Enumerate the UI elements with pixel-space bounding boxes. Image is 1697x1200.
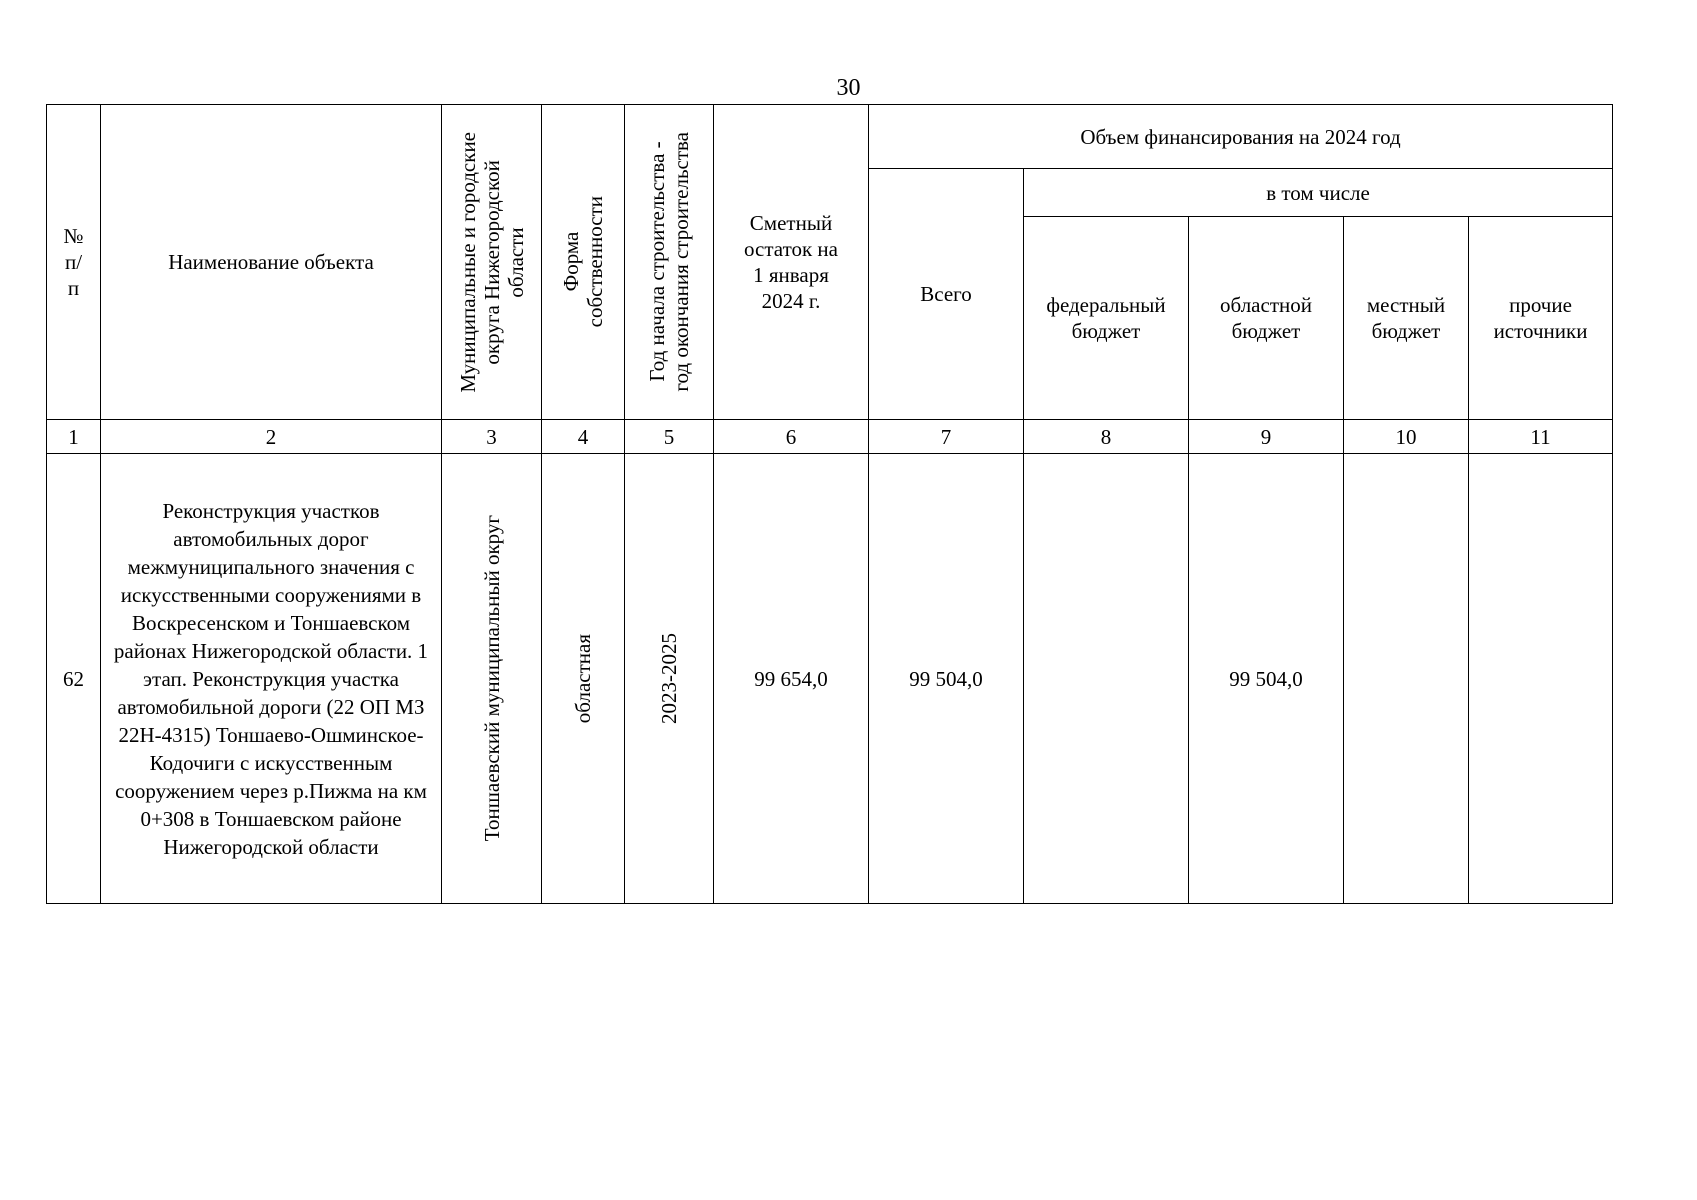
header-federal: федеральный бюджет [1024, 217, 1189, 420]
column-number: 6 [714, 420, 869, 454]
row-ownership: областная [571, 633, 595, 724]
header-municipal-cell [442, 105, 542, 420]
row-ownership-cell [542, 454, 625, 904]
header-estimate: Сметный остаток на 1 января 2024 г. [714, 105, 869, 420]
column-number: 11 [1469, 420, 1613, 454]
column-number: 4 [542, 420, 625, 454]
column-number: 1 [47, 420, 101, 454]
header-including: в том числе [1024, 169, 1613, 217]
header-regional: областной бюджет [1189, 217, 1344, 420]
row-years-cell [625, 454, 714, 904]
row-years: 2023-2025 [657, 633, 681, 724]
header-financing: Объем финансирования на 2024 год [869, 105, 1613, 169]
header-other: прочие источники [1469, 217, 1613, 420]
table-row [47, 454, 1613, 904]
row-total: 99 504,0 [869, 454, 1024, 904]
row-no: 62 [47, 454, 101, 904]
row-local [1344, 454, 1469, 904]
row-federal [1024, 454, 1189, 904]
page-number: 30 [836, 75, 861, 101]
header-ownership: Форма собственности [559, 196, 607, 328]
row-municipal-cell [442, 454, 542, 904]
header-no: № п/ п [47, 105, 101, 420]
column-number-row [47, 420, 1613, 454]
column-number: 3 [442, 420, 542, 454]
header-total: Всего [869, 169, 1024, 420]
header-local: местный бюджет [1344, 217, 1469, 420]
header-years: Год начала строительства - год окончания строительства [645, 132, 693, 392]
row-estimate: 99 654,0 [714, 454, 869, 904]
header-ownership-cell [542, 105, 625, 420]
column-number: 2 [101, 420, 442, 454]
column-number: 8 [1024, 420, 1189, 454]
column-number: 7 [869, 420, 1024, 454]
row-other [1469, 454, 1613, 904]
header-years-cell [625, 105, 714, 420]
column-number: 10 [1344, 420, 1469, 454]
row-regional: 99 504,0 [1189, 454, 1344, 904]
header-municipal: Муниципальные и городские округа Нижегородской области [455, 131, 528, 393]
column-number: 9 [1189, 420, 1344, 454]
row-municipal: Тоншаевский муниципальный округ [479, 515, 504, 842]
header-name: Наименование объекта [101, 105, 442, 420]
financing-table [46, 104, 1613, 904]
row-object-name: Реконструкция участков автомобильных дорог межмуниципального значения с искусственными сооружениями в Воскресенском и Тоншаевском районах Нижегородской области. 1 этап. Реконструкция участка автомобильной дороги (22 ОП МЗ 22Н-4315) Тоншаево-Ошминское-Кодочиги с искусственным сооружением через р.Пижма на км 0+308 в Тоншаевском районе Нижегородской области [101, 454, 442, 904]
column-number: 5 [625, 420, 714, 454]
